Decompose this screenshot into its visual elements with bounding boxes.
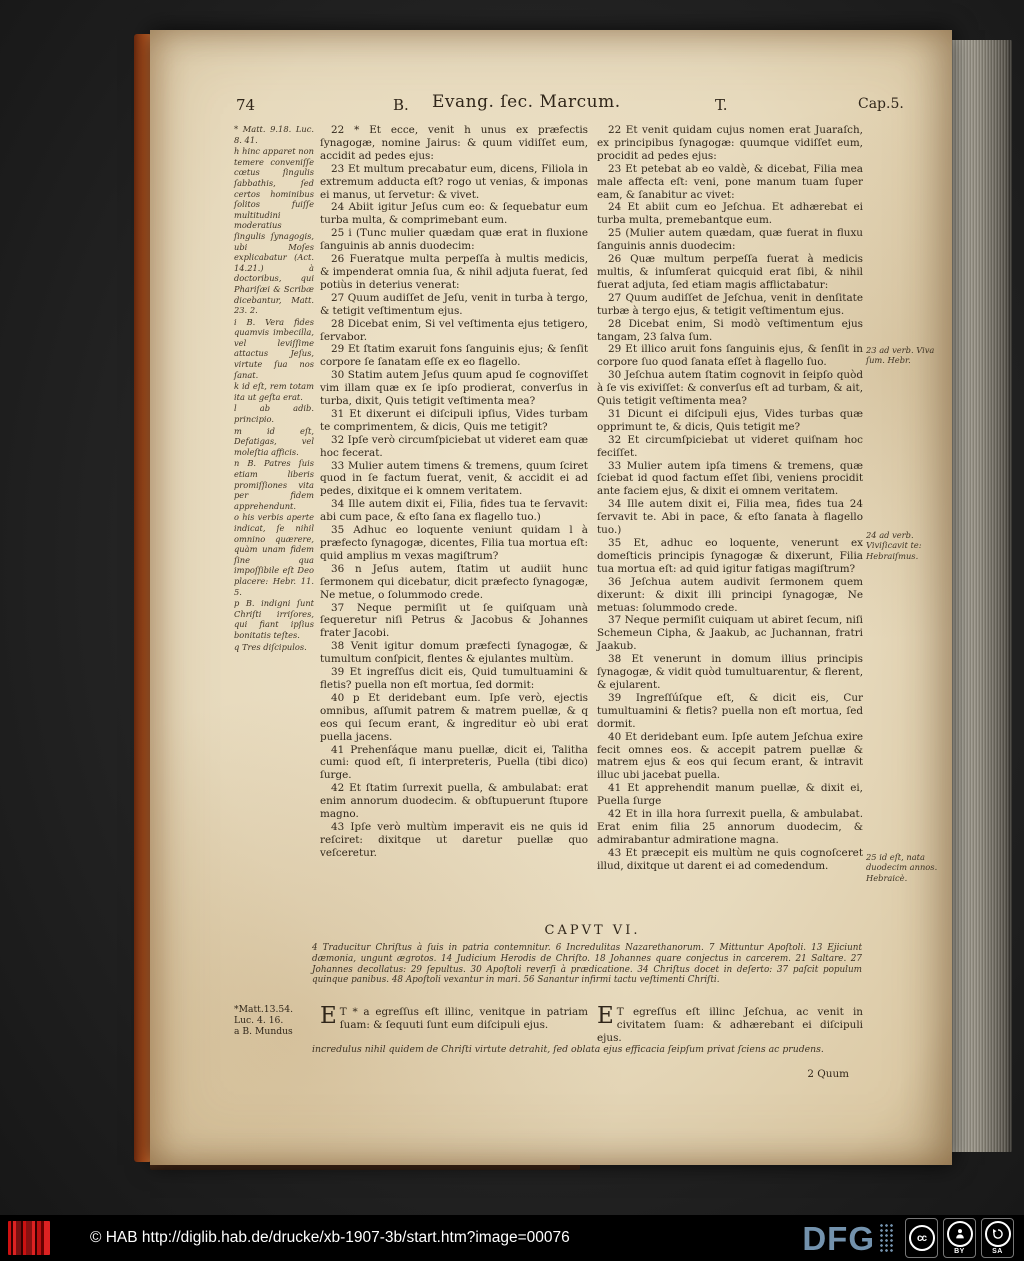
- cc-sa-label: SA: [992, 1248, 1003, 1255]
- verse: 22 * Et ecce, venit h unus ex præfectis ſynagogæ, nomine Jairus: & quum vidiſſet eum, accidit ad pedes ejus:: [320, 124, 588, 162]
- margin-note: * Matt. 9.18. Luc. 8. 41.: [234, 124, 314, 145]
- verse: 41 Et apprehendit manum puellæ, & dixit ei, Puella ſurge: [597, 782, 863, 808]
- verse: 38 Et venerunt in domum illius principis ſynagogæ, & vidit quòd tumultuarentur, & flerent, & ejularent.: [597, 653, 863, 691]
- verse: 23 Et multum precabatur eum, dicens, Filiola in extremum adducta eſt? rogo ut venias, & imponas ei manus, ut ſervetur: & vivet.: [320, 162, 588, 201]
- verse: 34 Ille autem dixit ei, Filia, fides tua te ſervavit: abi cum pace, & eſto ſana ex flagello tuo.): [320, 498, 588, 524]
- header-siglum-left: B.: [393, 96, 409, 114]
- copyright-line: [90, 1229, 570, 1247]
- verse: 39 Ingreſſúſque eſt, & dicit eis, Cur tumultuamini & fletis? puella non eſt mortua, ſed dormit.: [597, 691, 863, 730]
- header-siglum-right: T.: [715, 96, 728, 114]
- verse: 25 i (Tunc mulier quædam quæ erat in fluxione ſanguinis ab annis duodecim:: [320, 227, 588, 253]
- verse: 24 Abiit igitur Jeſus cum eo: & ſequebatur eum turba multa, & comprimebant eum.: [320, 201, 588, 227]
- cc-sa-badge[interactable]: [981, 1218, 1014, 1258]
- verse: 32 Et circumſpiciebat ut videret quiſnam hoc feciſſet.: [597, 433, 863, 459]
- dfg-logo[interactable]: [802, 1219, 895, 1257]
- cc-by-badge[interactable]: [943, 1218, 976, 1258]
- verse: 27 Quum audiſſet de Jeſu, venit in turba à tergo, & tetigit veſtimentum ejus.: [320, 291, 588, 317]
- cc-by-person-icon: [947, 1221, 973, 1247]
- verse: 25 (Mulier autem quædam, quæ fuerat in fluxu ſanguinis annis duodecim:: [597, 227, 863, 253]
- margin-note-right-3: 25 id eſt, nata duodecim annos. Hebraicè.: [866, 852, 938, 883]
- cc-by-label: BY: [954, 1248, 965, 1255]
- source-url-link[interactable]: http://diglib.hab.de/drucke/xb-1907-3b/start.htm?image=00076: [141, 1229, 570, 1246]
- margin-note: l ab adib. principio.: [234, 403, 314, 425]
- chapter-heading: CAPVT VI.: [544, 923, 641, 938]
- margin-note: n B. Patres ſuis etiam liberis promiſſiones vita per fidem apprehendunt.: [234, 458, 314, 511]
- cc-logo-badge[interactable]: [905, 1218, 938, 1258]
- chapter-summary: 4 Traducitur Chriſtus à ſuis in patria contemnitur. 6 Incredulitas Nazarethanorum. 7 Mittuntur Apoſtoli. 13 Ejiciunt dæmonia, ungunt ægrotos. 14 Judicium Herodis de Chriſto. 18 Johannes quare conjectus in carcerem. 21 Saltare. 27 Johannes decollatus: 29 ſepultus. 30 Apoſtoli reverſi à prædicatione. 34 Chriſtus docet in deſerto: 37 paſcit populum quinque panibus. 48 Apoſtoli vexantur in mari. 56 Sanantur infirmi tactu veſtimenti Chriſti.: [312, 943, 862, 986]
- dfg-dots-icon: [879, 1223, 895, 1253]
- running-title: Evang. ſec. Marcum.: [432, 92, 621, 112]
- margin-note: a B. Mundus: [234, 1026, 293, 1038]
- verse: 31 Et dixerunt ei diſcipuli ipſius, Vides turbam te comprimentem, & dicis, Quis me tetigit?: [320, 407, 588, 433]
- verse: 43 Et præcepit eis multùm ne quis cognoſceret illud, dixitque ut darent ei ad comedendum.: [597, 846, 863, 872]
- copyright-label: © HAB: [90, 1229, 142, 1246]
- margin-note: m id eſt, Defatigas, vel moleſtia afficis.: [234, 425, 314, 457]
- chapter6-verse-right: ET egreſſus eſt illinc Jeſchua, ac venit in civitatem ſuam: & adhærebant ei diſcipuli ejus.: [597, 1003, 863, 1044]
- verse: 40 p Et deridebant eum. Ipſe verò, ejectis omnibus, aſſumit patrem & matrem puellæ, & q eos qui ſecum erant, & ingreditur eò ubi erat puella jacens.: [320, 691, 588, 743]
- verse: 41 Prehenſáque manu puellæ, dicit ei, Talitha cumi: quod eſt, ſi interpreteris, Puella (tibi dico) ſurge.: [320, 743, 588, 782]
- verse: 36 Jeſchua autem audivit ſermonem quem dixerunt: & dixit illi principi ſynagogæ, Ne metuas: ſolummodo crede.: [597, 575, 863, 614]
- margin-note: k id eſt, rem totam ita ut geſta erat.: [234, 381, 314, 402]
- cc-license-badges: [905, 1218, 1014, 1258]
- scanned-page: [150, 30, 952, 1165]
- verse: 42 Et in illa hora ſurrexit puella, & ambulabat. Erat enim filia 25 annorum duodecim, & admirabantur admiratione magna.: [597, 808, 863, 846]
- text-column-right: [597, 124, 863, 873]
- verse: 39 Et ingreſſus dicit eis, Quid tumultuamini & fletis? puella non eſt mortua, ſed dormit:: [320, 666, 588, 691]
- verse: 26 Quæ multum perpeſſa fuerat à medicis multis, & inſumſerat quicquid erat ſibi, & nihil fuerat adjuta, ſed etiam magis afflictabatur:: [597, 253, 863, 291]
- chapter6-verse-left: ET * a egreſſus eſt illinc, venitque in patriam ſuam: & ſequuti ſunt eum diſcipuli ejus.: [320, 1003, 588, 1031]
- verse: 27 Quum audiſſet de Jeſchua, venit in denſitate turbæ à tergo ejus, & tetigit veſtimentum ejus.: [597, 291, 863, 317]
- page-number: 74: [236, 96, 256, 114]
- verse: 38 Venit igitur domum præfecti ſynagogæ, & tumultum conſpicit, flentes & ejulantes multùm.: [320, 640, 588, 666]
- footnote-continuation: incredulus nihil quidem de Chriſti virtute detrahit, ſed oblata ejus efficacia ſeipſum privat ſciens ac prudens.: [312, 1044, 824, 1055]
- margin-note: Luc. 4. 16.: [234, 1015, 284, 1027]
- library-footer-bar: [0, 1215, 1024, 1261]
- verse: 35 Adhuc eo loquente veniunt quidam l à præfecto ſynagogæ, dicentes, Filia tua mortua eſt: quid amplius m vexas magiſtrum?: [320, 524, 588, 562]
- verse: 24 Et abiit cum eo Jeſchua. Et adhærebat ei turba multa, premebantque eum.: [597, 201, 863, 227]
- verse: 36 n Jeſus autem, ſtatim ut audiit hunc ſermonem qui dicebatur, dicit præfecto ſynagogæ, Ne metue, o ſolummodo crede.: [320, 562, 588, 601]
- verse: 29 Et ſtatim exaruit fons ſanguinis ejus; & ſenſit corpore ſe ſanatam eſſe ex eo flagello.: [320, 343, 588, 369]
- margin-notes-bottom: [234, 1004, 318, 1038]
- verse: 28 Dicebat enim, Si vel veſtimenta ejus tetigero, ſervabor.: [320, 317, 588, 343]
- book-page-block-edge: [950, 40, 1012, 1152]
- verse: 37 Neque permiſit ut ſe quiſquam unà ſequeretur niſi Petrus & Jacobus & Johannes frater Jacobi.: [320, 601, 588, 640]
- verse: 30 Jeſchua autem ſtatim cognovit in ſeipſo quòd à ſe vis exiviſſet: & converſus eſt ad turbam, & ait, Quis tetigit veſtimenta mea?: [597, 369, 863, 408]
- verse: 37 Neque permiſit cuiquam ut abiret ſecum, niſi Schemeun Cipha, & Jaakub, ac Juchannan, fratri Jaakub.: [597, 614, 863, 653]
- margin-note: h hinc apparet non temere conveniſſe cœtus ſingulis ſabbathis, ſed certos hominibus ſolitos fuiſſe multitudini moderatius ſingulis ſynagogis, ubi Moſes explicabatur (Act. 14.21.) à doctoribus, qui Phariſæi & Scribæ dicebantur, Matt. 23. 2.: [234, 146, 314, 316]
- margin-note: o his verbis aperte indicat, ſe nihil omnino quærere, quàm unam fidem ſine qua impoſſibile eſt Deo placere: Hebr. 11. 5.: [234, 512, 314, 597]
- cc-logo-icon: cc: [909, 1225, 935, 1251]
- text-column-left: [320, 124, 588, 860]
- verse: 42 Et ſtatim ſurrexit puella, & ambulabat: erat enim annorum duodecim. & obſtupuerunt ſtupore magno.: [320, 782, 588, 821]
- margin-notes-left: [234, 124, 314, 653]
- margin-note-right-1: 23 ad verb. Viva ſum. Hebr.: [866, 345, 935, 366]
- verse: 22 Et venit quidam cujus nomen erat Juaraſch, ex principibus ſynagogæ: quumque vidiſſet eum, procidit ad pedes ejus:: [597, 124, 863, 162]
- verse: 33 Mulier autem timens & tremens, quum ſciret quod in ſe factum fuerat, venit, & accidit ei ad pedes, dixitque ei k omnem veritatem.: [320, 459, 588, 498]
- verse: 26 Fueratque multa perpeſſa à multis medicis, & impenderat omnia ſua, & nihil adjuta fuerat, ſed potiùs in deterius venerat:: [320, 253, 588, 291]
- verse: 43 Ipſe verò multùm imperavit eis ne quis id reſciret: dixitque ut daretur puellæ quo veſceretur.: [320, 820, 588, 859]
- verse: 31 Dicunt ei diſcipuli ejus, Vides turbas quæ opprimunt te, & dicis, Quis tetigit me?: [597, 407, 863, 433]
- color-calibration-bar-icon: [8, 1221, 50, 1255]
- verse: 30 Statim autem Jeſus quum apud ſe cognoviſſet vim illam quæ ex ſe ipſo prodierat, converſus in turba, dixit, Quis tetigit veſtimenta mea?: [320, 369, 588, 408]
- catchword: 2 Quum: [807, 1068, 849, 1080]
- verse: 35 Et, adhuc eo loquente, venerunt ex domeſticis principis ſynagogæ & dixerunt, Filia tua mortua eſt: ad quid igitur fatigas magiſtrum?: [597, 537, 863, 575]
- margin-note-right-2: 24 ad verb. Viviſicavit te: Hebraiſmus.: [866, 530, 922, 561]
- cc-sa-arrow-icon: [985, 1221, 1011, 1247]
- margin-note: p B. indigni ſunt Chriſti irriſores, qui fiant ipſius bonitatis teſtes.: [234, 598, 314, 640]
- margin-note: i B. Vera fides quamvis imbecilla, vel leviſſime attactus Jeſus, virtute ſua nos ſanat.: [234, 316, 314, 380]
- verse: 40 Et deridebant eum. Ipſe autem Jeſchua exire fecit omnes eos. & accepit patrem puellæ & matrem ejus & eos qui ſecum erant, & intravit illuc ubi jacebat puella.: [597, 730, 863, 782]
- verse: 23 Et petebat ab eo valdè, & dicebat, Filia mea male affecta eſt: veni, pone manum tuam ſuper eam, & ſanabitur ac vivet:: [597, 162, 863, 201]
- verse: 32 Ipſe verò circumſpiciebat ut videret eam quæ hoc fecerat.: [320, 433, 588, 459]
- margin-note: q Tres diſcipulos.: [234, 641, 307, 652]
- verse: 28 Dicebat enim, Si modò veſtimentum ejus tangam, 23 ſalva ſum.: [597, 317, 863, 343]
- margin-note: *Matt.13.54.: [234, 1004, 294, 1015]
- verse: 29 Et illico aruit fons ſanguinis ejus, & ſenſit in corpore ſuo quod ſanata eſſet à flagello ſuo.: [597, 343, 863, 369]
- chapter-label: Cap.5.: [858, 96, 904, 112]
- dfg-logo-text: DFG: [802, 1219, 875, 1257]
- verse: 34 Ille autem dixit ei, Filia mea, fides tua 24 ſervavit te. Abi in pace, & eſto ſanata à flagello tuo.): [597, 498, 863, 537]
- verse: 33 Mulier autem ipſa timens & tremens, quæ ſciebat id quod factum eſſet ſibi, veniens procidit ante faciem ejus, & dixit ei omnem veritatem.: [597, 459, 863, 498]
